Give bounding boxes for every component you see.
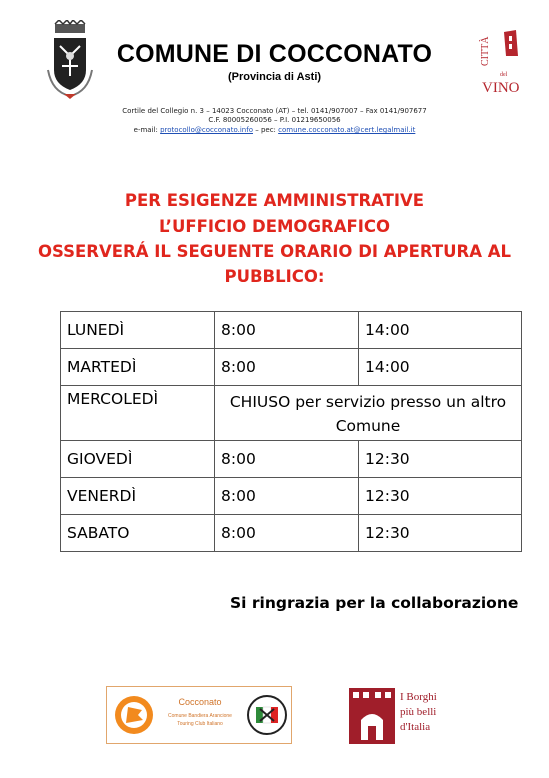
- borghi-text: [400, 690, 437, 735]
- table-row: [61, 441, 522, 478]
- close-time-cell: 12:30: [359, 441, 522, 478]
- badge-town-name: Cocconato: [178, 697, 222, 707]
- citta-line3: VINO: [482, 80, 520, 96]
- open-time-cell: 8:00: [215, 312, 359, 349]
- pec-label: – pec:: [255, 126, 276, 134]
- open-time-cell: 8:00: [215, 478, 359, 515]
- close-time-cell: 12:30: [359, 478, 522, 515]
- address-line: Cortile del Collegio n. 3 – 14023 Cocconato (AT) – tel. 0141/907007 – Fax 0141/907677: [122, 107, 427, 115]
- pec-link[interactable]: comune.cocconato.at@cert.legalmail.it: [278, 126, 416, 134]
- day-cell: MERCOLEDÌ: [61, 386, 215, 441]
- table-row: [61, 312, 522, 349]
- close-time-cell: 12:30: [359, 515, 522, 552]
- touring-club-icon: [247, 695, 287, 735]
- borghi-line: I Borghi: [400, 691, 437, 703]
- day-cell: SABATO: [61, 515, 215, 552]
- closed-note-cell: CHIUSO per servizio presso un altro Comune: [215, 386, 522, 441]
- day-cell: VENERDÌ: [61, 478, 215, 515]
- citta-line1: CITTÀ: [480, 36, 491, 66]
- borghi-line: più belli: [400, 706, 437, 718]
- borghi-line: d'Italia: [400, 721, 431, 733]
- badge-subtitle: Touring Club Italiano: [177, 721, 223, 727]
- email-link[interactable]: protocollo@cocconato.info: [160, 126, 253, 134]
- citta-del-vino-logo: [478, 26, 528, 98]
- contact-line: [0, 126, 549, 134]
- table-row: [61, 478, 522, 515]
- province-subtitle: (Provincia di Asti): [227, 71, 322, 83]
- fiscal-code-line: C.F. 80005260056 – P.I. 01219650056: [208, 116, 341, 124]
- thanks-note: Si ringrazia per la collaborazione: [230, 594, 519, 612]
- badge-subtitle: Comune Bandiera Arancione: [168, 713, 232, 719]
- notice-heading-line: OSSERVERÁ IL SEGUENTE ORARIO DI APERTURA AL: [37, 242, 512, 261]
- close-time-cell: 14:00: [359, 312, 522, 349]
- day-cell: GIOVEDÌ: [61, 441, 215, 478]
- email-label: e-mail:: [133, 126, 158, 134]
- open-time-cell: 8:00: [215, 515, 359, 552]
- table-row: [61, 386, 522, 441]
- bandiera-arancione-badge: [106, 686, 292, 744]
- notice-heading-line: PUBBLICO:: [224, 267, 325, 286]
- table-row: [61, 515, 522, 552]
- day-cell: LUNEDÌ: [61, 312, 215, 349]
- notice-heading-line: L’UFFICIO DEMOGRAFICO: [158, 217, 391, 236]
- open-time-cell: 8:00: [215, 441, 359, 478]
- open-time-cell: 8:00: [215, 349, 359, 386]
- opening-hours-table: [60, 311, 522, 552]
- page-title: COMUNE DI COCCONATO: [116, 40, 433, 68]
- citta-line2: del: [500, 72, 508, 78]
- close-time-cell: 14:00: [359, 349, 522, 386]
- day-cell: MARTEDÌ: [61, 349, 215, 386]
- table-row: [61, 349, 522, 386]
- notice-heading-line: PER ESIGENZE AMMINISTRATIVE: [124, 191, 425, 210]
